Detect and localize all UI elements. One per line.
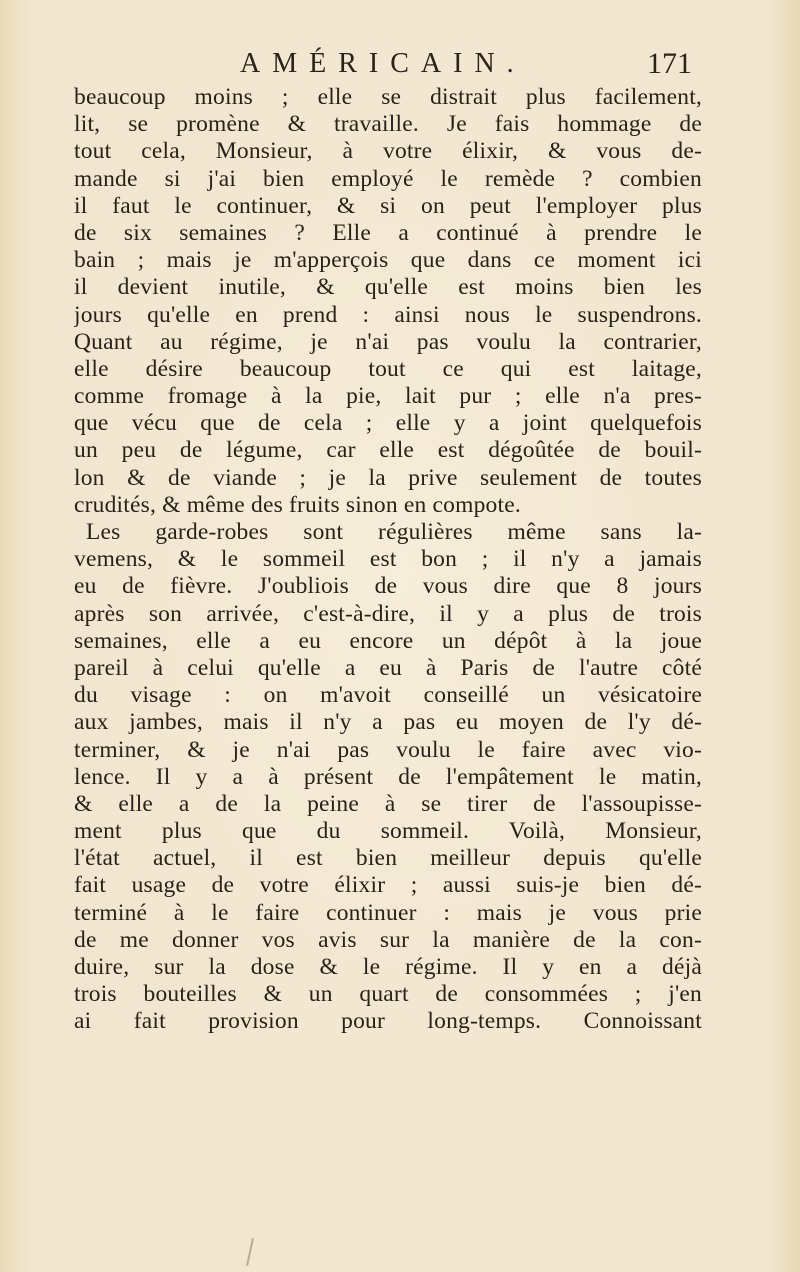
text-line: lence. Il y a à présent de l'empâtement le matin, <box>74 763 702 790</box>
text-line: crudités, & même des fruits sinon en compote. <box>74 491 521 518</box>
text-line: pareil à celui qu'elle a eu à Paris de l'autre côté <box>74 654 702 681</box>
paper-mark <box>246 1238 254 1266</box>
text-line: du visage : on m'avoit conseillé un vésicatoire <box>74 682 702 709</box>
text-line: beaucoup moins ; elle se distrait plus facilement, <box>74 84 702 110</box>
text-line: duire, sur la dose & le régime. Il y en a déjà <box>74 954 702 980</box>
text-line: un peu de légume, car elle est dégoûtée de bouil- <box>74 437 702 464</box>
text-line: il devient inutile, & qu'elle est moins bien les <box>74 274 702 301</box>
text-line: de six semaines ? Elle a continué à prendre le <box>74 219 702 246</box>
text-line: & elle a de la peine à se tirer de l'assoupisse- <box>74 790 702 817</box>
text-line: Les garde-robes sont régulières même sans la- <box>86 519 702 545</box>
text-line: tout cela, Monsieur, à votre élixir, & vous de- <box>74 138 702 165</box>
text-line: Quant au régime, je n'ai pas voulu la contrarier, <box>74 328 702 355</box>
running-title: AMÉRICAIN. <box>240 48 526 79</box>
text-line: après son arrivée, c'est-à-dire, il y a plus de trois <box>74 600 702 627</box>
body-text <box>74 84 702 1036</box>
text-line: lit, se promène & travaille. Je fais hommage de <box>74 111 702 138</box>
text-line: comme fromage à la pie, lait pur ; elle n'a pres- <box>74 383 702 410</box>
text-line: fait usage de votre élixir ; aussi suis-je bien dé- <box>74 872 702 899</box>
text-line: terminé à le faire continuer : mais je vous prie <box>74 899 702 926</box>
text-line: eu de fièvre. J'oubliois de vous dire que 8 jours <box>74 573 702 600</box>
text-line: trois bouteilles & un quart de consommées ; j'en <box>74 981 702 1008</box>
text-line: elle désire beaucoup tout ce qui est laitage, <box>74 355 702 382</box>
text-line: vemens, & le sommeil est bon ; il n'y a jamais <box>74 546 702 573</box>
text-line: ment plus que du sommeil. Voilà, Monsieur, <box>74 818 702 845</box>
running-head <box>0 44 800 84</box>
text-line: terminer, & je n'ai pas voulu le faire avec vio- <box>74 736 702 763</box>
text-line: que vécu que de cela ; elle y a joint quelquefois <box>74 410 702 437</box>
text-line: aux jambes, mais il n'y a pas eu moyen de l'y dé- <box>74 709 702 736</box>
text-line: jours qu'elle en prend : ainsi nous le suspendrons. <box>74 301 702 328</box>
text-line: mande si j'ai bien employé le remède ? combien <box>74 165 702 192</box>
page-number: 171 <box>647 47 692 80</box>
text-line: semaines, elle a eu encore un dépôt à la joue <box>74 627 702 654</box>
text-line: bain ; mais je m'apperçois que dans ce moment ici <box>74 247 702 274</box>
text-line: il faut le continuer, & si on peut l'employer plus <box>74 192 702 219</box>
text-line: ai fait provision pour long-temps. Connoissant <box>74 1008 702 1035</box>
text-line: de me donner vos avis sur la manière de la con- <box>74 926 702 953</box>
text-line: lon & de viande ; je la prive seulement de toutes <box>74 464 702 491</box>
text-line: l'état actuel, il est bien meilleur depuis qu'elle <box>74 845 702 872</box>
